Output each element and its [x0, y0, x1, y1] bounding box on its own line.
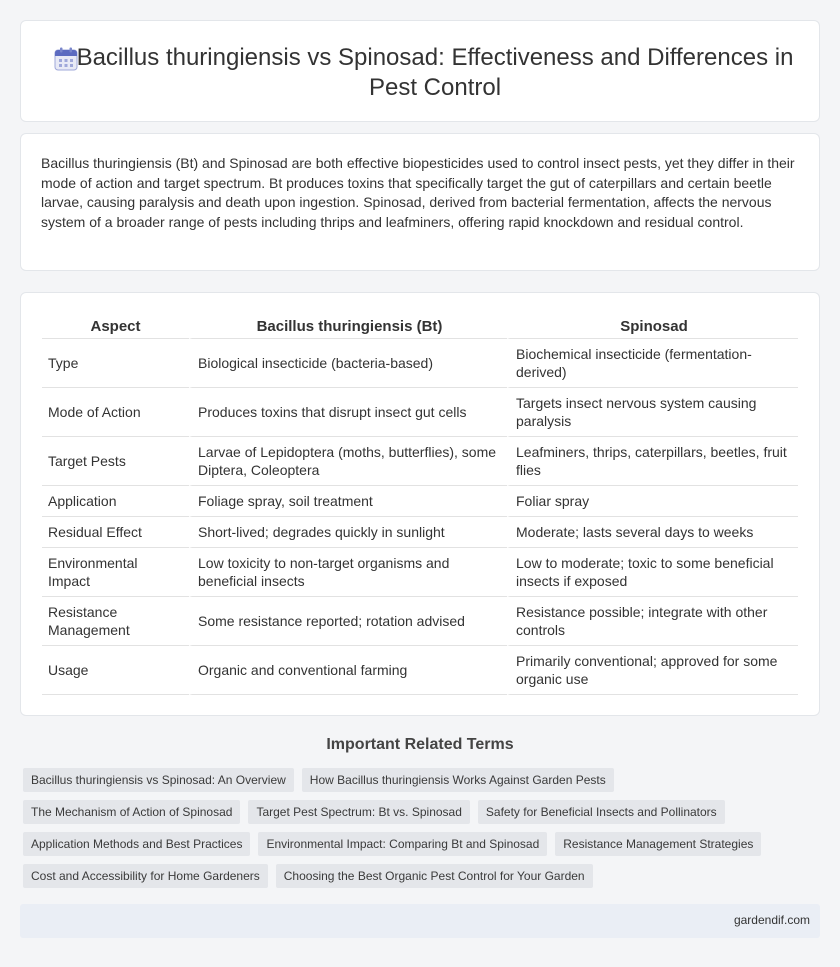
related-terms-list	[23, 768, 823, 896]
cell-bt: Biological insecticide (bacteria-based)	[189, 339, 507, 388]
cell-spinosad: Biochemical insecticide (fermentation-derived)	[507, 339, 798, 388]
header-spinosad: Spinosad	[507, 313, 798, 339]
tag-row	[23, 768, 823, 792]
cell-spinosad: Primarily conventional; approved for some organic use	[507, 646, 798, 695]
cell-aspect: Resistance Management	[42, 597, 189, 646]
comparison-table-card	[20, 292, 820, 716]
cell-aspect: Mode of Action	[42, 388, 189, 437]
header-card	[20, 20, 820, 122]
cell-spinosad: Resistance possible; integrate with other controls	[507, 597, 798, 646]
tag-row	[23, 800, 823, 824]
intro-paragraph: Bacillus thuringiensis (Bt) and Spinosad are both effective biopesticides used to control insect pests, yet they differ in their mode of action and target spectrum. Bt produces toxins that specifically target the gut of caterpillars and certain beetle larvae, causing paralysis and death upon ingestion. Spinosad, derived from bacterial fermentation, affects the nervous system of a broader range of pests including thrips and leafminers, offering rapid knockdown and residual control.	[41, 155, 795, 230]
related-term-link[interactable]: Cost and Accessibility for Home Gardeners	[23, 864, 268, 888]
cell-aspect: Type	[42, 339, 189, 388]
table-row	[42, 339, 798, 388]
related-term-link[interactable]: The Mechanism of Action of Spinosad	[23, 800, 240, 824]
tag-row	[23, 832, 823, 856]
related-term-link[interactable]: Environmental Impact: Comparing Bt and Spinosad	[258, 832, 547, 856]
related-term-link[interactable]: Application Methods and Best Practices	[23, 832, 250, 856]
cell-bt: Organic and conventional farming	[189, 646, 507, 695]
cell-bt: Produces toxins that disrupt insect gut cells	[189, 388, 507, 437]
cell-spinosad: Moderate; lasts several days to weeks	[507, 517, 798, 548]
cell-aspect: Residual Effect	[42, 517, 189, 548]
header-bt: Bacillus thuringiensis (Bt)	[189, 313, 507, 339]
table-row	[42, 486, 798, 517]
cell-bt: Low toxicity to non-target organisms and beneficial insects	[189, 548, 507, 597]
tag-row	[23, 864, 823, 888]
cell-spinosad: Foliar spray	[507, 486, 798, 517]
cell-aspect: Application	[42, 486, 189, 517]
cell-bt: Larvae of Lepidoptera (moths, butterflies), some Diptera, Coleoptera	[189, 437, 507, 486]
related-term-link[interactable]: Target Pest Spectrum: Bt vs. Spinosad	[248, 800, 469, 824]
related-term-link[interactable]: Safety for Beneficial Insects and Pollinators	[478, 800, 725, 824]
cell-aspect: Target Pests	[42, 437, 189, 486]
related-term-link[interactable]: Resistance Management Strategies	[555, 832, 761, 856]
table-row	[42, 597, 798, 646]
page-title: Bacillus thuringiensis vs Spinosad: Effectiveness and Differences in Pest Control	[76, 44, 794, 101]
table-row	[42, 517, 798, 548]
table-header-row	[42, 313, 798, 339]
footer	[20, 904, 820, 938]
comparison-table	[42, 313, 798, 695]
related-term-link[interactable]: Bacillus thuringiensis vs Spinosad: An Overview	[23, 768, 294, 792]
cell-bt: Foliage spray, soil treatment	[189, 486, 507, 517]
cell-spinosad: Low to moderate; toxic to some beneficial insects if exposed	[507, 548, 798, 597]
table-row	[42, 646, 798, 695]
table-row	[42, 388, 798, 437]
cell-bt: Short-lived; degrades quickly in sunlight	[189, 517, 507, 548]
related-term-link[interactable]: Choosing the Best Organic Pest Control for Your Garden	[276, 864, 593, 888]
footer-site-link[interactable]: gardendif.com	[733, 913, 810, 927]
cell-spinosad: Targets insect nervous system causing paralysis	[507, 388, 798, 437]
table-row	[42, 437, 798, 486]
related-terms-heading: Important Related Terms	[326, 736, 514, 753]
cell-spinosad: Leafminers, thrips, caterpillars, beetles, fruit flies	[507, 437, 798, 486]
cell-aspect: Usage	[42, 646, 189, 695]
header-aspect: Aspect	[42, 313, 189, 339]
related-term-link[interactable]: How Bacillus thuringiensis Works Against Garden Pests	[302, 768, 614, 792]
cell-aspect: Environmental Impact	[42, 548, 189, 597]
intro-card	[20, 133, 820, 271]
table-row	[42, 548, 798, 597]
cell-bt: Some resistance reported; rotation advised	[189, 597, 507, 646]
